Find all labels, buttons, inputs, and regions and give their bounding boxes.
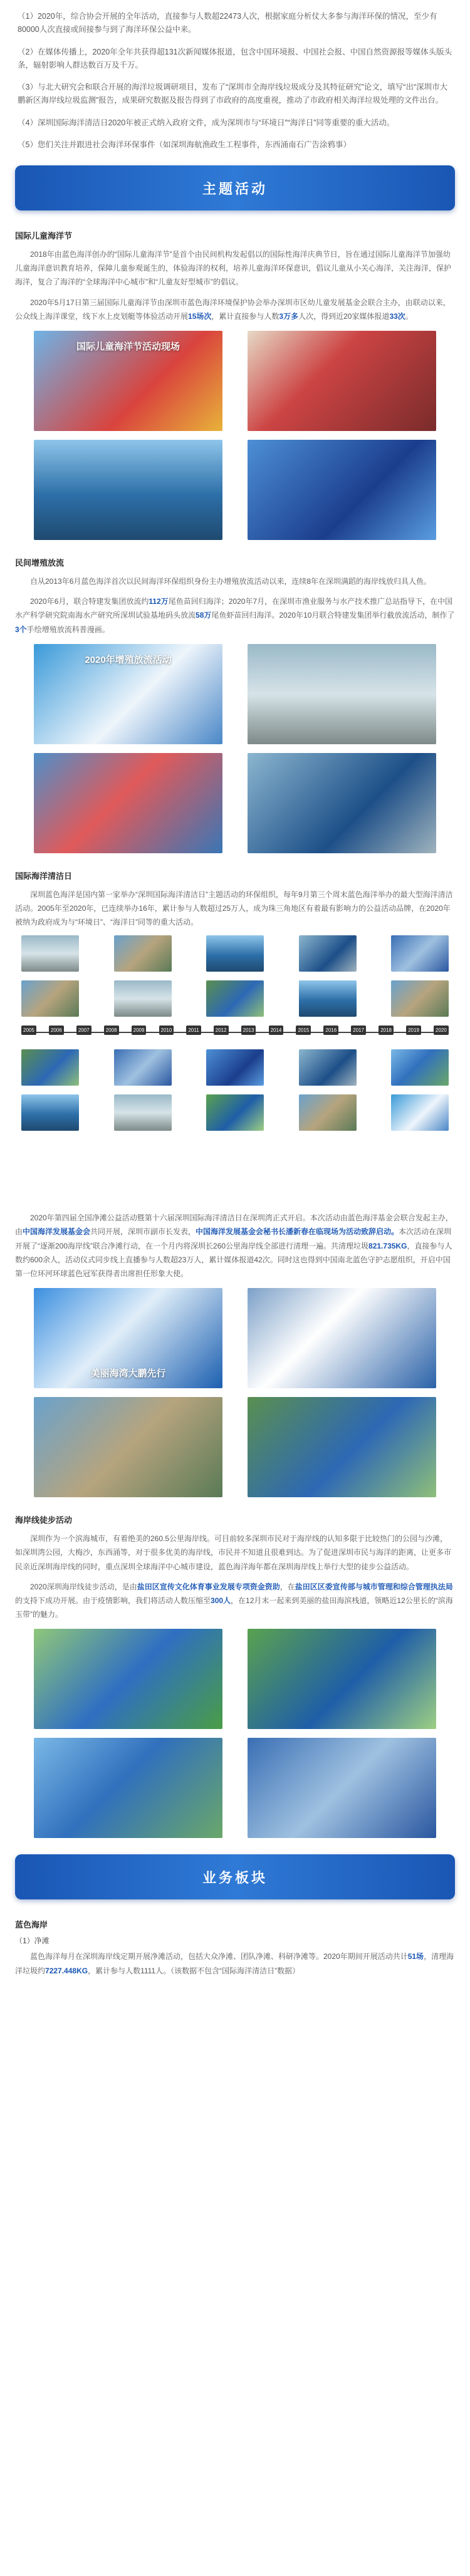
text: 尾鱼虾苗回归海洋。2020年10月联合特建发集团举行截放流活动，制作了 xyxy=(211,611,455,620)
highlight: 33次 xyxy=(389,311,405,321)
banner-business: 业务板块 xyxy=(15,1854,455,1899)
event-photo xyxy=(34,1629,222,1729)
event-photo xyxy=(34,440,222,540)
history-timeline xyxy=(21,935,449,1198)
section-paragraph: 自从2013年6月蓝色海洋首次以民间海洋环保组织身份主办增殖放流活动以来，连续8年在深圳满蹈的海岸线放归具人鱼。 xyxy=(30,576,432,586)
text: 本次活动在深圳开展了“逐渐200海岸线”联合净滩行动，在一个月内将深圳长260公里海岸线全部进行清理一遍。共清理垃圾 xyxy=(15,1227,452,1250)
timeline-year: 2012 xyxy=(214,1026,229,1035)
timeline-photo xyxy=(391,1049,449,1086)
highlight: 821.735KG xyxy=(368,1241,407,1250)
timeline-year: 2015 xyxy=(296,1026,311,1035)
highlight: 15场次 xyxy=(188,311,212,321)
intro-item: （2）在媒体传播上，2020年全年共获得超131次新闻媒体报道，包含中国环境报、中国社会报、中国自然资源报等媒体头版头条，辐射影响人群达数百万及千万。 xyxy=(18,47,452,70)
text: ，直接参与人数约600余人，活动仪式同步线上直播参与人数超23万人，累计媒体报道42次。同时这也得到中国南北蓝色守护志愿组织，开启中国第一位环河环球蓝色冠军获得者出席担任形象大使。 xyxy=(15,1241,452,1278)
event-photo xyxy=(34,1288,222,1388)
timeline-photo xyxy=(206,935,264,972)
timeline-photo xyxy=(21,980,79,1017)
intro-list xyxy=(9,0,461,152)
photo-caption: 国际儿童海洋节活动现场 xyxy=(76,341,180,352)
timeline-photo xyxy=(206,1049,264,1086)
timeline-photo-row xyxy=(21,980,449,1017)
timeline-photo xyxy=(114,1049,172,1086)
timeline-year: 2005 xyxy=(21,1026,36,1035)
event-photo xyxy=(248,331,436,431)
highlight: 中国海洋发展基金会秘书长潘新春在临现场为活动致辞启动。 xyxy=(196,1227,399,1237)
event-photo xyxy=(248,753,436,853)
timeline-year: 2017 xyxy=(351,1026,366,1035)
timeline-photo xyxy=(21,1049,79,1086)
text: 2020年第四届全国净滩公益活动暨第十六届深圳国际海洋清洁日在深圳湾正式开启。本次活动由蓝色海洋基金会联合发起主办，由 xyxy=(15,1213,453,1237)
section-title-release: 民间增殖放流 xyxy=(15,558,65,568)
timeline-photo xyxy=(206,1094,264,1131)
section-paragraph xyxy=(15,1580,455,1622)
photo-grid-greenway xyxy=(34,1629,436,1838)
timeline-years xyxy=(21,1026,449,1035)
timeline-photo xyxy=(114,935,172,972)
timeline-photo xyxy=(114,980,172,1017)
event-photo xyxy=(34,331,222,431)
timeline-photo-row xyxy=(21,1094,449,1131)
event-photo xyxy=(248,1738,436,1838)
timeline-year: 2020 xyxy=(434,1026,449,1035)
event-photo xyxy=(248,1629,436,1729)
banner-activities: 主题活动 xyxy=(15,165,455,210)
section-paragraph: 2018年由蓝色海洋创办的“国际儿童海洋节”是首个由民间机构发起倡以的国际性海洋庆典节日，旨在通过国际儿童海洋节加强幼儿童海洋意识教育培养，保障儿童参观诞生的，体验海洋的权利，培养儿童海洋环保意识，倡议儿童从小关心海洋，关注海洋，保护海洋，复合了海洋的“全球海洋中心城市”和“儿童友好型城市”的倡议。 xyxy=(15,250,452,287)
highlight: 112万 xyxy=(149,597,169,606)
timeline-photo xyxy=(391,980,449,1017)
highlight: 7227.448KG xyxy=(45,1966,88,1975)
section-paragraph xyxy=(15,1211,455,1280)
text: 的支持下成功开展。由于疫情影响，我们将活动人数压缩至 xyxy=(15,1596,211,1605)
section-title-greenway: 海岸线徒步活动 xyxy=(15,1515,73,1525)
section-paragraph xyxy=(15,595,455,636)
text: 尾鱼苗回归海洋；2020年7月，在深圳市渔业服务与水产技术推广总站指导下，在中国水产科学研究院南海水产研究所深圳试验基地码头放流 xyxy=(15,597,453,620)
timeline-axis xyxy=(21,1026,449,1039)
text: 蓝色海洋每月在深圳海岸线定期开展净滩活动，包括大众净滩、团队净滩、科研净滩等。2020年期间开展活动共计 xyxy=(30,1952,408,1961)
timeline-photo xyxy=(21,935,79,972)
event-photo xyxy=(34,1738,222,1838)
intro-item: （5）您们关注并跟进社会海洋环保事件（如深圳海航渔政生工程事件，东西涌南石广告涂鸦事） xyxy=(18,140,351,149)
timeline-year: 2010 xyxy=(159,1026,174,1035)
text: 2020深圳海岸线徒步活动，是由 xyxy=(30,1582,137,1591)
timeline-year: 2011 xyxy=(186,1026,201,1035)
highlight: 51场 xyxy=(407,1952,424,1961)
intro-item: （1）2020年，综合协会开展的全年活动，直接参与人数超22473人次，根据家庭分析仗大多参与海洋环保的情况，至少有80000人次直接或间接参与到了海洋环保公益中来。 xyxy=(18,12,437,34)
timeline-year: 2018 xyxy=(379,1026,394,1035)
business-paragraph xyxy=(15,1950,455,1977)
intro-item: （4）深圳国际海洋清洁日2020年被正式纳入政府文件，成为深圳市与“环境日”“海洋日”同等重要的重大活动。 xyxy=(18,118,395,127)
text: 2020年6月，联合特建发集团放流约 xyxy=(30,597,149,606)
timeline-year: 2008 xyxy=(104,1026,119,1035)
highlight: 300人 xyxy=(211,1596,231,1605)
text: ，在12月末一起来到美丽的盐田海滨栈道，领略近12公里长的“滨海玉带”的魅力。 xyxy=(15,1596,453,1619)
text: ，累计直接参与人数 xyxy=(211,311,279,321)
text: 共同开展，深圳市副市长发表， xyxy=(90,1227,196,1237)
event-photo xyxy=(248,1288,436,1388)
timeline-photo xyxy=(299,1049,357,1086)
photo-caption: 美丽海湾大鹏先行 xyxy=(90,1368,166,1379)
text: 手绘增殖放流科普漫画。 xyxy=(26,625,110,634)
timeline-year: 2019 xyxy=(406,1026,421,1035)
business-subtitle: （1）净滩 xyxy=(15,1936,50,1946)
event-photo xyxy=(248,644,436,744)
timeline-photo xyxy=(299,980,357,1017)
timeline-photo-row xyxy=(21,935,449,972)
event-photo xyxy=(248,1397,436,1497)
timeline-photo-row xyxy=(21,1049,449,1086)
section-paragraph: 深圳蓝色海洋是国内第一家举办“深圳国际海洋清洁日”主题活动的环保组织，每年9月第三个周末蓝色海洋举办的最大型海洋清洁活动。2005年至2020年，已连续举办16年，累计参与人数超过25万人，成为珠三角地区有着最有影响力的公益活动品牌，在2020年被纳为政府成为与“环境日”、“海洋日”同等的重大活动。 xyxy=(15,890,453,927)
section-paragraph: 深圳作为一个滨海城市，有着绝美的260.5公里海岸线。可目前较多深圳市民对于海岸线的认知多限于比较热门的公园与沙滩，如深圳湾公园，大梅沙，东西涌等，对于很多优美的海岸线，市民并不知道且很难到达。为了促进深圳市民与海洋的距离，让更多市民亲近深圳海岸线的同时，重点深圳全球海洋中心城市建设，蓝色海洋海年都在深圳海岸线上举行大型的徒步公益活动。 xyxy=(15,1534,452,1571)
text: ，累计参与人数1111人。（该数据不包含“国际海洋清洁日”数据） xyxy=(88,1966,300,1975)
highlight: 3万多 xyxy=(279,311,299,321)
text: ，清理海洋垃圾约 xyxy=(15,1952,454,1975)
text: 人次，得到近20家媒体报道 xyxy=(298,311,390,321)
highlight: 盐田区区委宣传部与城市管理和综合管理执法局 xyxy=(295,1582,453,1591)
business-title: 蓝色海岸 xyxy=(15,1920,48,1930)
event-photo xyxy=(34,644,222,744)
timeline-photo xyxy=(114,1094,172,1131)
section-paragraph xyxy=(15,296,455,323)
highlight: 58万 xyxy=(196,611,212,620)
highlight: 中国海洋发展基金会 xyxy=(23,1227,91,1237)
timeline-photo xyxy=(299,1094,357,1131)
photo-grid-cleanup xyxy=(34,1288,436,1497)
timeline-year: 2013 xyxy=(241,1026,256,1035)
timeline-year: 2016 xyxy=(323,1026,338,1035)
highlight: 盐田区宣传文化体育事业发展专项资金资助 xyxy=(137,1582,280,1591)
section-title-children: 国际儿童海洋节 xyxy=(15,231,73,241)
text: 2020年5月17日第三届国际儿童海洋节由深圳市蓝色海洋环境保护协会举办深圳市区幼儿童发展基金会联合主办，由联动以来，公众线上海洋课堂，线下水上皮划艇等体验活动开展 xyxy=(15,298,451,321)
timeline-photo xyxy=(391,935,449,972)
text: ，在 xyxy=(279,1582,295,1591)
event-photo xyxy=(34,1397,222,1497)
timeline-photo xyxy=(391,1094,449,1131)
event-photo xyxy=(248,440,436,540)
timeline-photo xyxy=(21,1094,79,1131)
timeline-photo xyxy=(206,980,264,1017)
event-photo xyxy=(34,753,222,853)
highlight: 3个 xyxy=(15,625,27,634)
timeline-year: 2006 xyxy=(49,1026,64,1035)
intro-item: （3）与北大研究会和联合开展的海洋垃圾调研项目，发布了“深圳市全海岸线垃圾成分及其特征研究”论文，填写“出“深圳市大鹏新区海岸线垃圾监测”报告，成果研究数据及报告得到了市政府的高度重视，推动了市政府相关海洋垃圾处理的文件出台。 xyxy=(18,83,448,105)
timeline-year: 2014 xyxy=(269,1026,284,1035)
timeline-year: 2009 xyxy=(132,1026,147,1035)
photo-grid-children xyxy=(34,331,436,540)
text: 。 xyxy=(405,311,413,321)
section-title-cleanup: 国际海洋清洁日 xyxy=(15,871,73,881)
timeline-year: 2007 xyxy=(76,1026,91,1035)
photo-caption: 2020年增殖放流活动 xyxy=(85,654,172,665)
timeline-photo xyxy=(299,935,357,972)
photo-grid-release xyxy=(34,644,436,853)
